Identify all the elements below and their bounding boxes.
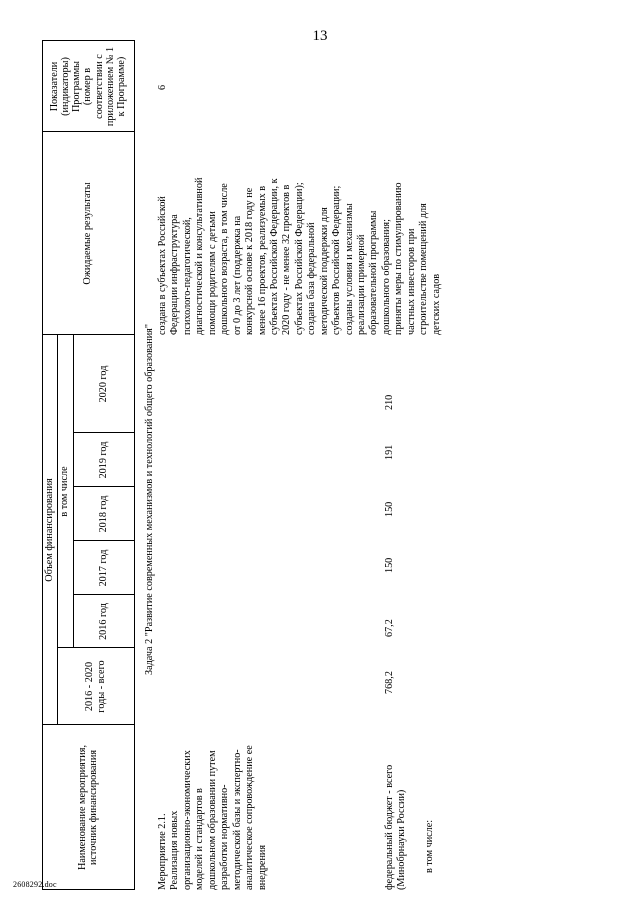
federal-2020: 210: [384, 394, 395, 410]
measure-title: Мероприятие 2.1. Реализация новых организационно-экономических моделей и стандартов в дошкольном образовании путем разработки нормативно- методической базы и экспертно- аналитическое сопровождение ее внедрения: [157, 745, 268, 890]
federal-total: 768,2: [384, 671, 395, 694]
header-year-2017: 2017 год: [97, 549, 109, 587]
federal-2019: 191: [384, 444, 395, 460]
rotated-table-page: [42, 40, 602, 890]
federal-2016: 67,2: [384, 619, 395, 637]
task-title: Задача 2 "Развитие современных механизмов и технологий общего образования": [144, 323, 155, 675]
document-file-id: 2608292.doc: [13, 880, 57, 889]
header-name-cell: Наименование мероприятия, источник финансирования: [76, 745, 99, 870]
federal-budget-label: федеральный бюджет - всего (Минобрнауки России): [384, 764, 408, 890]
header-bottom-border: [134, 40, 135, 890]
including-label: в том числе:: [424, 819, 435, 873]
header-total-cell: 2016 - 2020 годы - всего: [84, 660, 107, 713]
header-year-2018: 2018 год: [97, 495, 109, 533]
header-indicators-cell: Показатели (индикаторы) Программы (номер в соответствии с приложением № 1 к Программе): [49, 46, 127, 127]
header-funding-cell: Объем финансирования: [43, 478, 55, 582]
header-results-cell: Ожидаемые результаты: [82, 182, 94, 285]
header-including-cell: в том числе: [59, 466, 71, 517]
federal-2017: 150: [384, 557, 395, 573]
header-year-2016: 2016 год: [97, 603, 109, 640]
federal-2018: 150: [384, 501, 395, 517]
header-year-2020: 2020 год: [97, 365, 109, 403]
expected-results: создана в субъектах Российской Федерации инфраструктура психолого-педагогической, диагностической и консультативной помощи родителям с детьми дошкольного возраста, в том числе от 0 до 3 лет (поддержка на конкурсной основе к 2018 году не менее 16 проектов, реализуемых в субъектах Российской Федерации, к 2020 году - не менее 32 проектов в субъектах Российской Федерации); создана база федеральной методической поддержки для субъектов Российской Федерации; созданы условия и механизмы реализации примерной образовательной программы дошкольного образования; приняты меры по стимулированию частных инвесторов при строительстве помещений для детских садов: [157, 177, 442, 335]
header-year-2019: 2019 год: [97, 441, 109, 479]
page-number: 13: [312, 28, 328, 44]
indicator-number: 6: [157, 84, 168, 90]
